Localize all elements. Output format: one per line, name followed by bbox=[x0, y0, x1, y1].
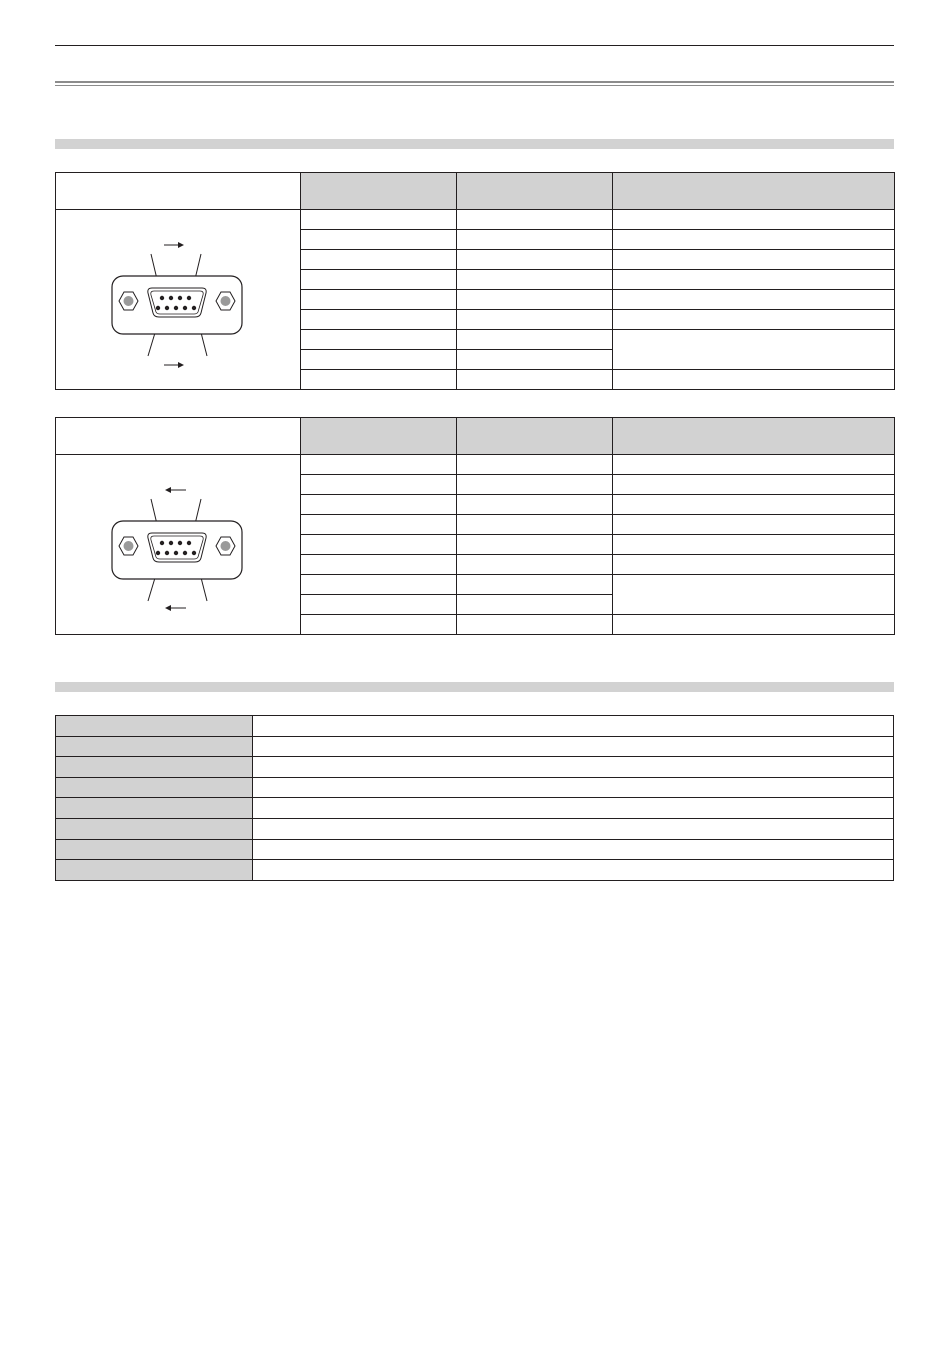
table-row bbox=[56, 210, 895, 230]
spec-key-cell bbox=[56, 839, 253, 860]
table-row bbox=[56, 757, 894, 778]
spec-key-cell bbox=[56, 736, 253, 757]
spec-value-cell bbox=[253, 839, 894, 860]
spec-key-cell bbox=[56, 798, 253, 819]
dsub9-connector-diagram bbox=[56, 455, 301, 643]
table-row bbox=[56, 736, 894, 757]
spec-value-cell bbox=[253, 757, 894, 778]
spec-key-cell bbox=[56, 716, 253, 737]
pin-table-1 bbox=[55, 172, 895, 390]
header-cell bbox=[457, 173, 613, 210]
spec-key-cell bbox=[56, 860, 253, 881]
spec-key-cell bbox=[56, 777, 253, 798]
direction-arrow-icon bbox=[164, 362, 184, 368]
spec-value-cell bbox=[253, 736, 894, 757]
direction-arrow-icon bbox=[165, 605, 186, 611]
communication-spec-table bbox=[55, 715, 894, 881]
table-row bbox=[56, 798, 894, 819]
connector-diagram-cell bbox=[56, 210, 301, 390]
table-row bbox=[56, 716, 894, 737]
header-cell bbox=[457, 418, 613, 455]
section-double-rule bbox=[55, 81, 894, 86]
direction-arrow-icon bbox=[164, 242, 184, 248]
table-row bbox=[56, 455, 895, 475]
dsub9-connector-diagram bbox=[56, 210, 301, 398]
spec-value-cell bbox=[253, 798, 894, 819]
table-row bbox=[56, 860, 894, 881]
direction-arrow-icon bbox=[165, 487, 186, 493]
header-cell bbox=[613, 173, 895, 210]
header-cell bbox=[56, 418, 301, 455]
section-band-pin-assignment bbox=[55, 139, 894, 149]
table-header-row bbox=[56, 173, 895, 210]
spec-value-cell bbox=[253, 777, 894, 798]
table-header-row bbox=[56, 418, 895, 455]
pin-table-2 bbox=[55, 417, 895, 635]
header-cell bbox=[301, 418, 457, 455]
spec-value-cell bbox=[253, 860, 894, 881]
spec-value-cell bbox=[253, 716, 894, 737]
header-rule bbox=[55, 45, 894, 46]
header-cell bbox=[301, 173, 457, 210]
table-row bbox=[56, 777, 894, 798]
spec-value-cell bbox=[253, 818, 894, 839]
spec-key-cell bbox=[56, 757, 253, 778]
connector-diagram-cell bbox=[56, 455, 301, 635]
table-row bbox=[56, 818, 894, 839]
table-row bbox=[56, 839, 894, 860]
header-cell bbox=[56, 173, 301, 210]
section-band-communication-conditions bbox=[55, 682, 894, 692]
header-cell bbox=[613, 418, 895, 455]
spec-key-cell bbox=[56, 818, 253, 839]
